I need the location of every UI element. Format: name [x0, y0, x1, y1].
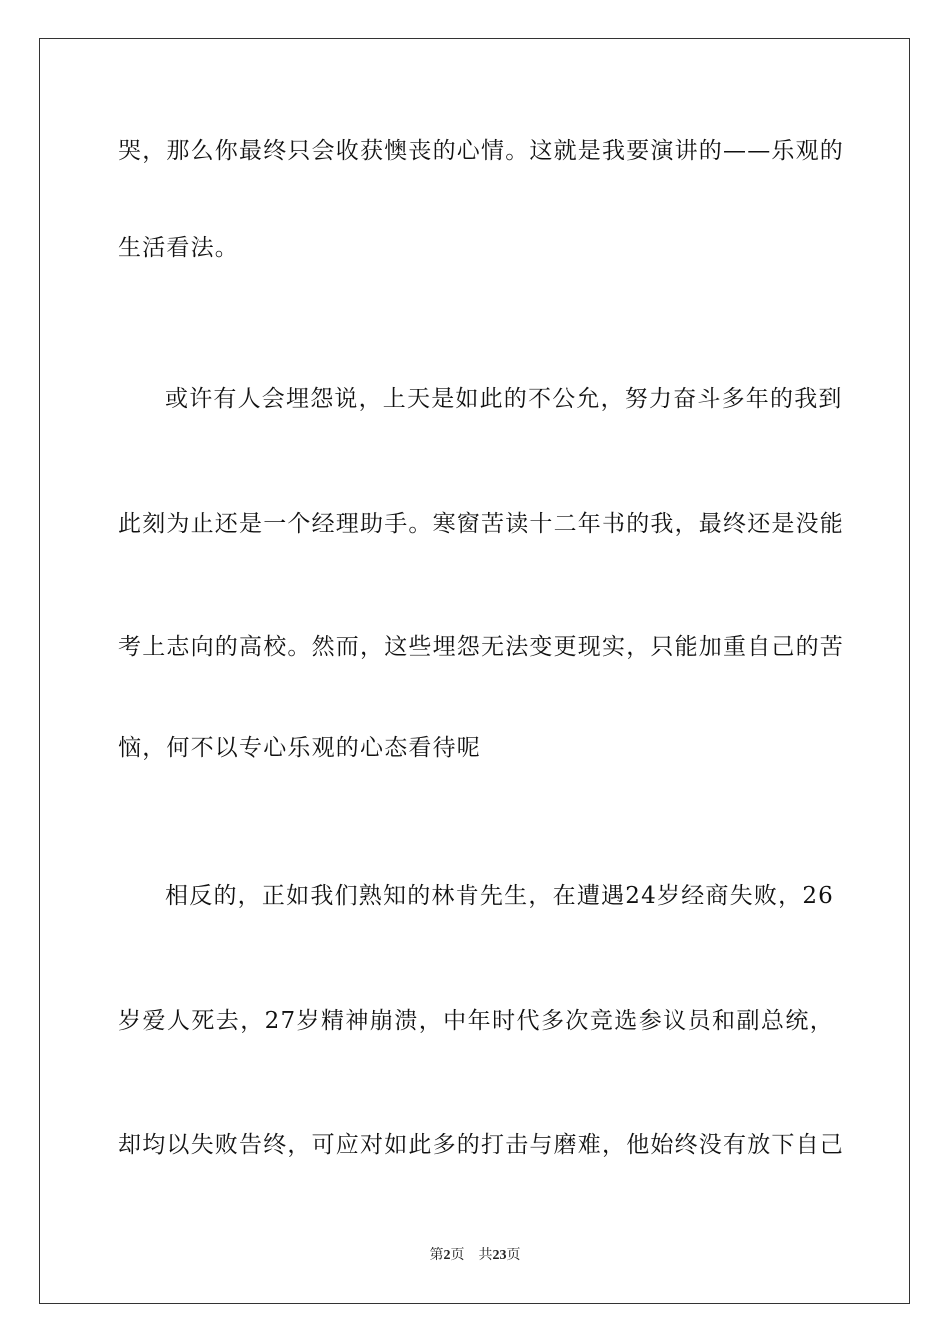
- current-page-number: 2: [443, 1248, 451, 1263]
- total-prefix: 共: [478, 1248, 493, 1263]
- paragraph-first-line: 相反的，正如我们熟知的林肯先生，在遭遇24岁经商失败，26: [165, 883, 834, 909]
- text-line: 却均以失败告终，可应对如此多的打击与磨难，他始终没有放下自己: [118, 1132, 844, 1158]
- total-suffix: 页: [506, 1248, 521, 1263]
- total-page-count: 23: [492, 1248, 507, 1263]
- text-line: 考上志向的高校。然而，这些埋怨无法变更现实，只能加重自己的苦: [118, 634, 844, 660]
- page-prefix: 第: [429, 1248, 444, 1263]
- text-line: 此刻为止还是一个经理助手。寒窗苦读十二年书的我，最终还是没能: [118, 511, 844, 537]
- text-line: 岁爱人死去，27岁精神崩溃，中年时代多次竞选参议员和副总统，: [118, 1008, 834, 1034]
- text-line: 哭，那么你最终只会收获懊丧的心情。这就是我要演讲的——乐观的: [118, 138, 844, 164]
- page-border: [39, 38, 910, 1304]
- page-suffix: 页: [450, 1248, 465, 1263]
- paragraph-first-line: 或许有人会埋怨说，上天是如此的不公允，努力奋斗多年的我到: [165, 386, 843, 412]
- text-line: 生活看法。: [118, 235, 239, 261]
- text-line: 恼，何不以专心乐观的心态看待呢: [118, 735, 481, 761]
- page-footer: [0, 1246, 950, 1266]
